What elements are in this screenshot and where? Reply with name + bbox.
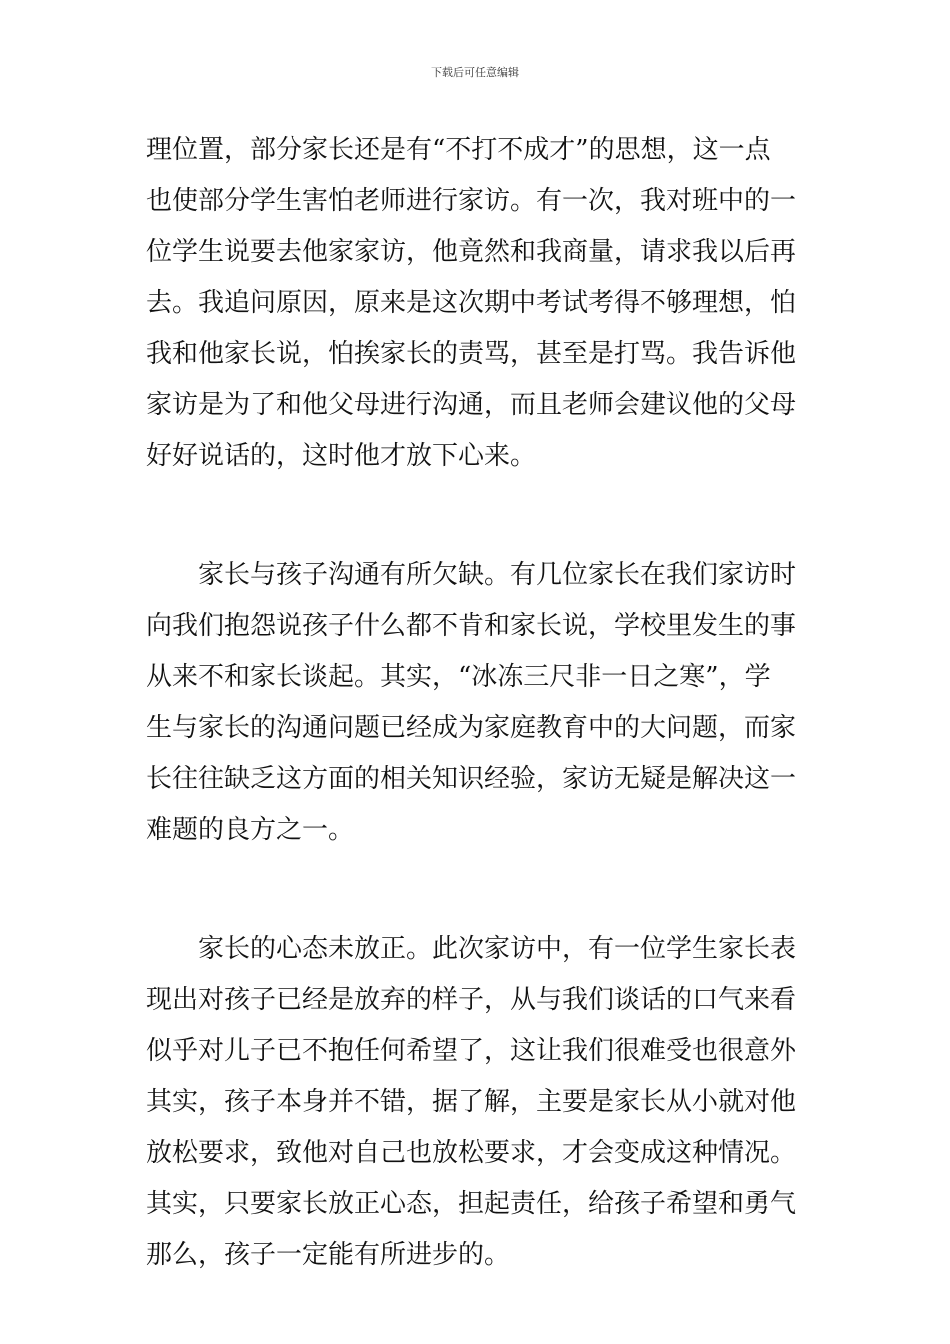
text-line: 其实，孩子本身并不错，据了解，主要是家长从小就对他 [146,1087,797,1117]
text-line: 我和他家长说，怕挨家长的责骂，甚至是打骂。我告诉他 [146,339,797,369]
text-line: 那么，孩子一定能有所进步的。 [146,1240,511,1270]
text-line: 放松要求，致他对自己也放松要求，才会变成这种情况。 [146,1138,797,1168]
paragraph [146,125,812,482]
text-line: 难题的良方之一。 [146,815,355,845]
text-line: 向我们抱怨说孩子什么都不肯和家长说，学校里发生的事 [146,611,797,641]
text-line: 长往往缺乏这方面的相关知识经验，家访无疑是解决这一 [146,764,797,794]
text-line: 去。我追问原因，原来是这次期中考试考得不够理想，怕 [146,288,797,318]
text-line: 好好说话的，这时他才放下心来。 [146,441,537,471]
text-line: 从来不和家长谈起。其实，“冰冻三尺非一日之寒”，学 [146,662,771,692]
paragraph [146,924,812,1281]
paragraph-spacer [146,856,812,924]
text-line: 生与家长的沟通问题已经成为家庭教育中的大问题，而家 [146,713,797,743]
document-body [146,125,812,1281]
paragraph-spacer [146,482,812,550]
text-line: 位学生说要去他家家访，他竟然和我商量，请求我以后再 [146,237,797,267]
text-line: 也使部分学生害怕老师进行家访。有一次，我对班中的一 [146,186,797,216]
text-line: 家长的心态未放正。此次家访中，有一位学生家长表 [198,934,797,964]
text-line: 似乎对儿子已不抱任何希望了，这让我们很难受也很意外 [146,1036,797,1066]
text-line: 家访是为了和他父母进行沟通，而且老师会建议他的父母 [146,390,797,420]
text-line: 家长与孩子沟通有所欠缺。有几位家长在我们家访时 [198,560,797,590]
text-line: 现出对孩子已经是放弃的样子，从与我们谈话的口气来看 [146,985,797,1015]
text-line: 其实，只要家长放正心态，担起责任，给孩子希望和勇气 [146,1189,797,1219]
text-line: 理位置，部分家长还是有“不打不成才”的思想，这一点 [146,135,771,165]
page-header: 下载后可任意编辑 [431,66,519,79]
paragraph [146,550,812,856]
